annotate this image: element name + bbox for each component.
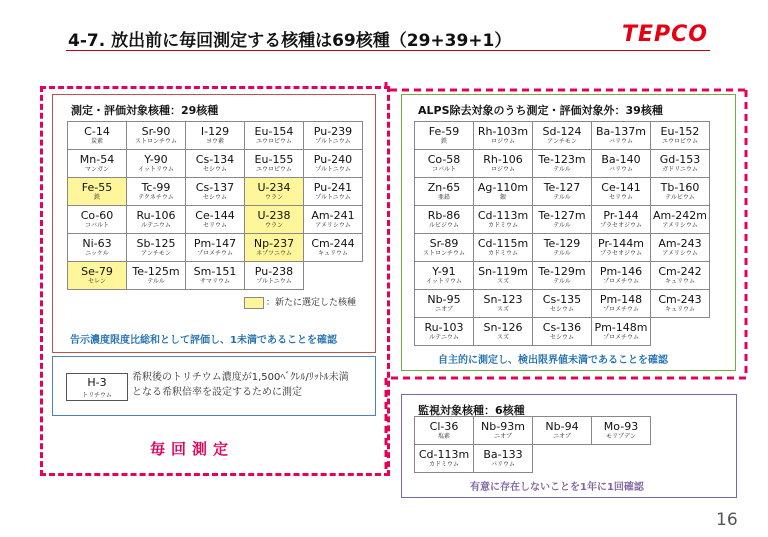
nuclide-symbol: Pu-238 [254, 265, 294, 279]
nuclide-symbol: Pr-144m [598, 237, 644, 251]
box1-note: 告示濃度限度比総和として評価し、1未満であることを確認 [70, 335, 337, 346]
nuclide-name: テルビウム [665, 193, 695, 201]
nuclide-symbol: Sd-124 [542, 125, 582, 139]
nuclide-cell [474, 445, 533, 473]
nuclide-cell [651, 206, 710, 234]
nuclide-symbol: Am-241 [311, 209, 355, 223]
nuclide-name: イットリウム [426, 277, 462, 285]
nuclide-cell [533, 206, 592, 234]
nuclide-name: 塩素 [437, 432, 450, 440]
nuclide-cell [474, 122, 533, 150]
nuclide-symbol: Ba-133 [483, 448, 523, 462]
nuclide-name: スズ [496, 305, 509, 313]
nuclide-name: テクネチウム [138, 193, 174, 201]
nuclide-symbol: Eu-152 [660, 125, 700, 139]
nuclide-symbol: Cd-115m [477, 237, 529, 251]
nuclide-cell [651, 122, 710, 150]
nuclide-cell [592, 150, 651, 178]
nuclide-cell [651, 178, 710, 206]
nuclide-name: ルテニウム [141, 221, 171, 229]
nuclide-name: モリブデン [606, 432, 636, 440]
every-time-label: 毎回測定 [150, 440, 235, 458]
legend-label: ：新たに選定した核種 [266, 298, 357, 308]
nuclide-name: テルル [553, 165, 571, 173]
empty-cell [304, 262, 363, 290]
nuclide-name: コバルト [84, 221, 109, 229]
measured-nuclides-table [67, 121, 363, 290]
nuclide-symbol: Sn-126 [483, 321, 523, 335]
nuclide-name: キュリウム [665, 277, 695, 285]
table-row [68, 178, 363, 206]
nuclide-cell [474, 262, 533, 290]
nuclide-name: プルトニウム [315, 137, 351, 145]
nuclide-symbol: Pr-144 [603, 209, 639, 223]
nuclide-cell [651, 234, 710, 262]
nuclide-name: ニオブ [435, 305, 453, 313]
nuclide-symbol: Eu-155 [254, 153, 294, 167]
nuclide-name: ストロンチウム [135, 137, 177, 145]
nuclide-symbol: Ba-140 [601, 153, 641, 167]
nuclide-symbol: Np-237 [253, 237, 295, 251]
nuclide-cell [592, 122, 651, 150]
empty-cell [651, 318, 710, 346]
nuclide-name: プルトニウム [315, 193, 351, 201]
nuclide-cell [592, 234, 651, 262]
nuclide-name: バリウム [609, 137, 633, 145]
nuclide-cell [474, 290, 533, 318]
nuclide-name: セリウム [609, 193, 633, 201]
nuclide-symbol: Pm-148m [594, 321, 648, 335]
nuclide-cell [592, 318, 651, 346]
excluded-nuclides-table [414, 121, 710, 346]
nuclide-symbol: Ni-63 [82, 237, 112, 251]
nuclide-symbol: Pu-239 [313, 125, 353, 139]
table-row [68, 262, 363, 290]
nuclide-name: セシウム [550, 305, 574, 313]
nuclide-name: テルル [553, 221, 571, 229]
nuclide-cell [68, 150, 127, 178]
nuclide-cell [127, 178, 186, 206]
nuclide-name: プロメチウム [603, 333, 639, 341]
nuclide-name: サマリウム [200, 277, 230, 285]
nuclide-symbol: Cm-243 [658, 293, 702, 307]
nuclide-cell [533, 178, 592, 206]
table-row [415, 445, 651, 473]
nuclide-symbol: Te-125m [132, 265, 180, 279]
nuclide-cell [68, 262, 127, 290]
box4-note: 有意に存在しないことを1年に1回確認 [470, 482, 644, 493]
nuclide-symbol: H-3 [87, 376, 107, 389]
nuclide-name: プロメチウム [197, 249, 233, 257]
nuclide-name: ウラン [264, 221, 283, 229]
nuclide-name: ウラン [264, 193, 283, 201]
nuclide-symbol: Eu-154 [254, 125, 294, 139]
nuclide-cell [245, 122, 304, 150]
nuclide-symbol: Cs-134 [195, 153, 235, 167]
nuclide-name: バリウム [609, 165, 633, 173]
nuclide-cell [474, 318, 533, 346]
nuclide-symbol: Tb-160 [660, 181, 700, 195]
nuclide-cell [186, 122, 245, 150]
nuclide-cell [533, 417, 592, 445]
nuclide-symbol: Ce-144 [195, 209, 235, 223]
nuclide-cell [474, 206, 533, 234]
nuclide-name: テルル [147, 277, 165, 285]
nuclide-name: 銀 [499, 193, 506, 201]
nuclide-symbol: Sn-119m [478, 265, 528, 279]
nuclide-cell [415, 178, 474, 206]
nuclide-cell [415, 417, 474, 445]
nuclide-name: ロジウム [491, 137, 515, 145]
nuclide-symbol: U-234 [257, 181, 291, 195]
nuclide-cell [651, 290, 710, 318]
empty-cell [592, 445, 651, 473]
table-row [415, 178, 710, 206]
nuclide-symbol: Cs-136 [542, 321, 582, 335]
table-row [68, 150, 363, 178]
empty-cell [533, 445, 592, 473]
nuclide-symbol: Y-90 [144, 153, 168, 167]
nuclide-name: ルビジウム [429, 221, 459, 229]
nuclide-cell [127, 122, 186, 150]
nuclide-symbol: Te-123m [538, 153, 586, 167]
nuclide-name: ロジウム [491, 165, 515, 173]
nuclide-symbol: Rh-103m [477, 125, 529, 139]
nuclide-cell [186, 262, 245, 290]
nuclide-symbol: Mn-54 [79, 153, 115, 167]
nuclide-symbol: Cs-135 [542, 293, 582, 307]
nuclide-name: セシウム [203, 165, 227, 173]
nuclide-symbol: Te-127m [538, 209, 586, 223]
nuclide-name: ユウロピウム [256, 137, 292, 145]
nuclide-cell [651, 262, 710, 290]
nuclide-cell [592, 262, 651, 290]
nuclide-name: ルテニウム [429, 333, 459, 341]
nuclide-cell [68, 178, 127, 206]
nuclide-name: トリチウム [82, 392, 112, 399]
nuclide-name: バリウム [491, 460, 515, 468]
nuclide-cell [474, 417, 533, 445]
nuclide-symbol: Ba-137m [596, 125, 646, 139]
nuclide-name: アメリシウム [315, 221, 351, 229]
nuclide-cell [415, 318, 474, 346]
nuclide-name: 亜鉛 [437, 193, 450, 201]
nuclide-cell [304, 234, 363, 262]
table-row [415, 206, 710, 234]
nuclide-symbol: Fe-55 [81, 181, 113, 195]
nuclide-name: ニオブ [553, 432, 571, 440]
nuclide-symbol: Ce-141 [601, 181, 641, 195]
nuclide-name: コバルト [431, 165, 456, 173]
nuclide-symbol: Te-129 [543, 237, 581, 251]
nuclide-symbol: Se-79 [81, 265, 113, 279]
nuclide-cell [127, 206, 186, 234]
tritium-line-1: 希釈後のトリチウム濃度が1,500ﾍﾞｸﾚﾙ/ﾘｯﾄﾙ未満 [132, 372, 349, 383]
nuclide-name: ガドリニウム [662, 165, 698, 173]
nuclide-cell [186, 234, 245, 262]
page-title: 4-7. 放出前に毎回測定する核種は69核種（29+39+1） [68, 31, 512, 51]
nuclide-cell [245, 206, 304, 234]
nuclide-name: ネプツニウム [256, 249, 292, 257]
nuclide-symbol: Sr-89 [429, 237, 459, 251]
nuclide-symbol: Pm-147 [193, 237, 237, 251]
monitored-nuclides-table [414, 416, 651, 473]
nuclide-symbol: Cs-137 [195, 181, 235, 195]
nuclide-cell [245, 262, 304, 290]
nuclide-symbol: Sn-123 [483, 293, 523, 307]
nuclide-symbol: Pm-148 [599, 293, 643, 307]
nuclide-name: 鉄 [440, 137, 447, 145]
nuclide-cell [304, 206, 363, 234]
nuclide-name: スズ [496, 277, 509, 285]
nuclide-cell [592, 417, 651, 445]
nuclide-cell [245, 234, 304, 262]
nuclide-cell [127, 234, 186, 262]
nuclide-cell [592, 206, 651, 234]
nuclide-name: アメリシウム [662, 221, 698, 229]
tepco-logo: TEPCO [622, 22, 709, 47]
table-row [415, 122, 710, 150]
nuclide-symbol: Cl-36 [429, 420, 459, 434]
table-row [68, 206, 363, 234]
tritium-line-2: となる希釈倍率を設定するために測定 [132, 387, 302, 398]
nuclide-symbol: Sm-151 [193, 265, 237, 279]
nuclide-cell [533, 234, 592, 262]
nuclide-symbol: Y-91 [432, 265, 456, 279]
nuclide-name: アンチモン [547, 137, 577, 145]
nuclide-name: スズ [496, 333, 509, 341]
nuclide-symbol: Am-243 [658, 237, 702, 251]
nuclide-cell [245, 150, 304, 178]
panel-title: 監視対象核種：6核種 [418, 404, 525, 417]
panel-title: 測定・評価対象核種：29核種 [71, 104, 219, 117]
nuclide-symbol: Zn-65 [427, 181, 461, 195]
nuclide-cell [415, 150, 474, 178]
table-row [415, 262, 710, 290]
nuclide-name: アメリシウム [662, 249, 698, 257]
nuclide-name: プロメチウム [603, 305, 639, 313]
nuclide-cell [304, 150, 363, 178]
nuclide-name: プラセオジウム [600, 249, 642, 257]
nuclide-name: ユウロピウム [256, 165, 292, 173]
nuclide-symbol: Cm-242 [658, 265, 702, 279]
nuclide-cell [415, 122, 474, 150]
nuclide-cell [592, 178, 651, 206]
nuclide-symbol: Rb-86 [427, 209, 461, 223]
nuclide-cell [474, 234, 533, 262]
nuclide-name: ニッケル [85, 249, 109, 257]
nuclide-cell [127, 150, 186, 178]
nuclide-cell [68, 206, 127, 234]
nuclide-name: プルトニウム [315, 165, 351, 173]
nuclide-name: セシウム [203, 193, 227, 201]
nuclide-name: セリウム [203, 221, 227, 229]
nuclide-cell [415, 206, 474, 234]
nuclide-symbol: Ru-103 [424, 321, 464, 335]
nuclide-cell [474, 150, 533, 178]
nuclide-cell [533, 318, 592, 346]
nuclide-symbol: Sr-90 [141, 125, 171, 139]
nuclide-name: セレン [88, 277, 106, 285]
nuclide-symbol: Rh-106 [483, 153, 523, 167]
nuclide-symbol: Fe-59 [428, 125, 460, 139]
nuclide-symbol: Nb-94 [545, 420, 579, 434]
tritium-description [132, 370, 349, 400]
nuclide-symbol: U-238 [257, 209, 291, 223]
nuclide-symbol: Ru-106 [136, 209, 176, 223]
nuclide-cell [186, 150, 245, 178]
nuclide-name: キュリウム [318, 249, 348, 257]
nuclide-symbol: Nb-93m [481, 420, 525, 434]
nuclide-symbol: Pm-146 [599, 265, 643, 279]
nuclide-name: ユウロピウム [662, 137, 698, 145]
nuclide-cell [68, 122, 127, 150]
nuclide-name: ヨウ素 [205, 137, 224, 145]
nuclide-name: カドミウム [429, 460, 459, 468]
nuclide-name: セシウム [550, 333, 574, 341]
nuclide-cell [474, 178, 533, 206]
nuclide-name: 炭素 [90, 137, 103, 145]
nuclide-cell [415, 445, 474, 473]
nuclide-cell [304, 122, 363, 150]
nuclide-symbol: Co-60 [80, 209, 114, 223]
nuclide-name: イットリウム [138, 165, 174, 173]
nuclide-symbol: Te-129m [538, 265, 586, 279]
nuclide-symbol: Am-242m [653, 209, 707, 223]
nuclide-symbol: Tc-99 [141, 181, 171, 195]
panel-title: ALPS除去対象のうち測定・評価対象外：39核種 [418, 104, 663, 117]
nuclide-cell [533, 122, 592, 150]
nuclide-cell [533, 290, 592, 318]
nuclide-name: カドミウム [488, 221, 518, 229]
nuclide-name: カドミウム [488, 249, 518, 257]
nuclide-name: プラセオジウム [600, 221, 642, 229]
nuclide-name: マンガン [84, 165, 109, 173]
page-number: 16 [716, 510, 738, 530]
nuclide-symbol: Cm-244 [311, 237, 355, 251]
nuclide-cell [533, 150, 592, 178]
table-row [415, 290, 710, 318]
nuclide-cell [592, 290, 651, 318]
nuclide-cell [186, 206, 245, 234]
nuclide-cell [68, 234, 127, 262]
nuclide-symbol: Mo-93 [603, 420, 639, 434]
nuclide-cell [651, 150, 710, 178]
nuclide-cell [415, 290, 474, 318]
nuclide-symbol: I-129 [200, 125, 230, 139]
nuclide-cell [304, 178, 363, 206]
nuclide-cell [186, 178, 245, 206]
nuclide-name: テルル [553, 193, 571, 201]
nuclide-name: プルトニウム [256, 277, 292, 285]
nuclide-name: アンチモン [141, 249, 171, 257]
table-row [68, 234, 363, 262]
table-row [415, 417, 651, 445]
nuclide-symbol: Gd-153 [659, 153, 701, 167]
table-row [415, 150, 710, 178]
nuclide-symbol: C-14 [84, 125, 110, 139]
tritium-cell [66, 373, 128, 401]
nuclide-symbol: Co-58 [427, 153, 461, 167]
nuclide-cell [533, 262, 592, 290]
nuclide-symbol: Te-127 [543, 181, 581, 195]
nuclide-name: 鉄 [93, 193, 100, 201]
box2-note: 自主的に測定し、検出限界値未満であることを確認 [438, 355, 668, 366]
nuclide-name: テルル [553, 249, 571, 257]
nuclide-symbol: Cd-113m [418, 448, 470, 462]
nuclide-cell [245, 178, 304, 206]
nuclide-cell [127, 262, 186, 290]
nuclide-symbol: Pu-240 [313, 153, 353, 167]
nuclide-symbol: Ag-110m [477, 181, 529, 195]
nuclide-name: ストロンチウム [423, 249, 465, 257]
nuclide-symbol: Cd-113m [477, 209, 529, 223]
nuclide-symbol: Pu-241 [313, 181, 353, 195]
legend-swatch [244, 297, 264, 309]
nuclide-symbol: Sb-125 [136, 237, 176, 251]
table-row [415, 234, 710, 262]
nuclide-cell [415, 262, 474, 290]
nuclide-name: キュリウム [665, 305, 695, 313]
nuclide-name: テルル [553, 277, 571, 285]
nuclide-name: プロメチウム [603, 277, 639, 285]
table-row [415, 318, 710, 346]
nuclide-cell [415, 234, 474, 262]
nuclide-name: ニオブ [494, 432, 512, 440]
nuclide-symbol: Nb-95 [427, 293, 461, 307]
table-row [68, 122, 363, 150]
